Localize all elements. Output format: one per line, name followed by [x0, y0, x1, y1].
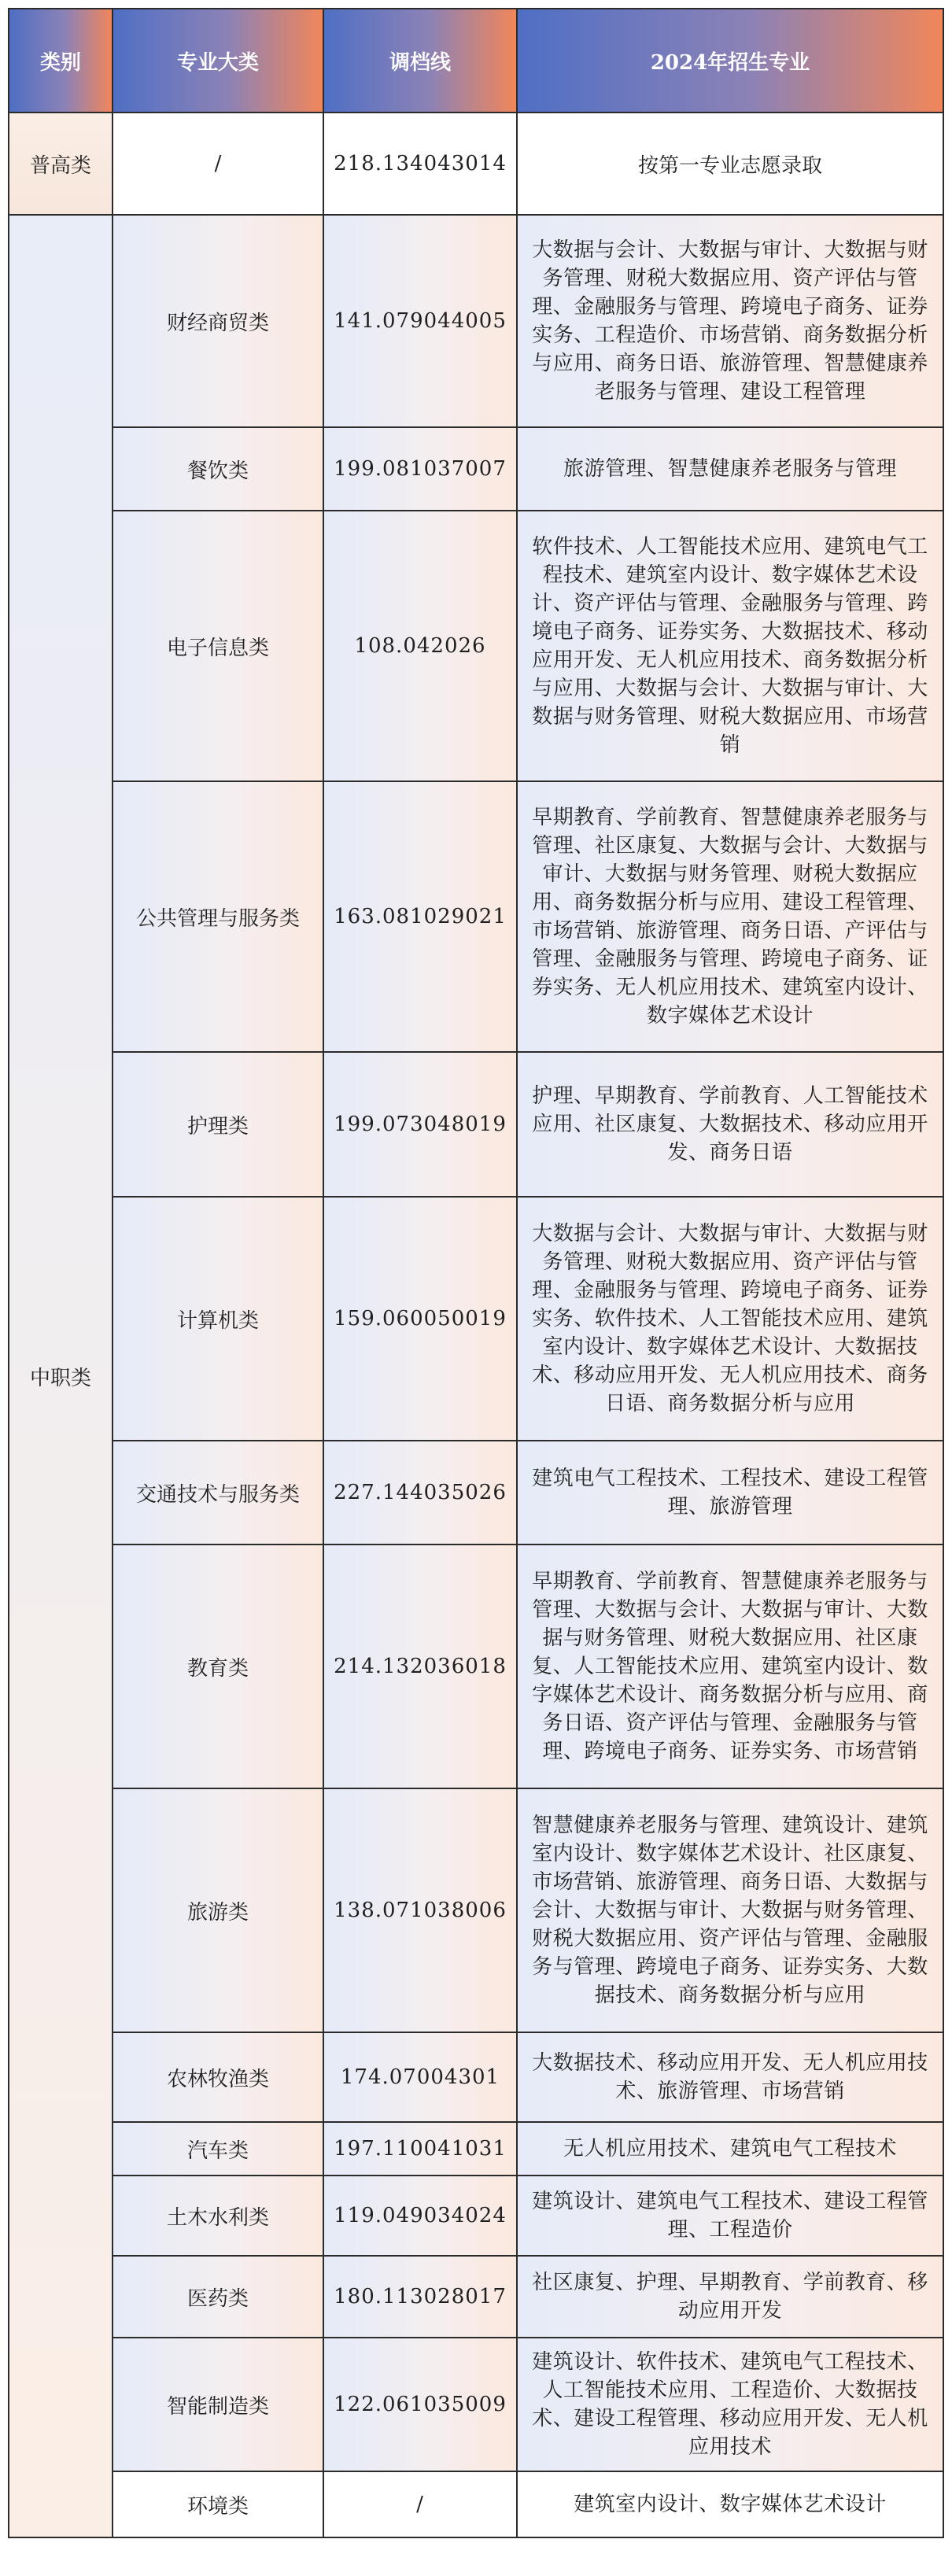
- major-group-cell: 汽车类: [113, 2122, 323, 2176]
- table-row: [9, 1052, 943, 1197]
- table-row: [9, 1544, 943, 1788]
- majors-cell: 大数据与会计、大数据与审计、大数据与财务管理、财税大数据应用、资产评估与管理、金融服务与管理、跨境电子商务、证券实务、工程造价、市场营销、商务数据分析与应用、商务日语、旅游管理、智慧健康养老服务与管理、建设工程管理: [517, 215, 943, 427]
- major-group-cell: 农林牧渔类: [113, 2032, 323, 2122]
- majors-cell: 旅游管理、智慧健康养老服务与管理: [517, 427, 943, 511]
- score-cell: 227.144035026: [323, 1441, 517, 1544]
- score-cell: 174.07004301: [323, 2032, 517, 2122]
- score-cell: 119.049034024: [323, 2176, 517, 2256]
- table-header-row: [9, 9, 943, 113]
- score-cell: 159.060050019: [323, 1197, 517, 1441]
- major-group-cell: 医药类: [113, 2256, 323, 2338]
- score-cell: 218.134043014: [323, 113, 517, 215]
- major-group-cell: 教育类: [113, 1544, 323, 1788]
- table-row: [9, 511, 943, 781]
- majors-cell: 早期教育、学前教育、智慧健康养老服务与管理、大数据与会计、大数据与审计、大数据与财务管理、财税大数据应用、社区康复、人工智能技术应用、建筑室内设计、数字媒体艺术设计、商务数据分析与应用、商务日语、资产评估与管理、金融服务与管理、跨境电子商务、证券实务、市场营销: [517, 1544, 943, 1788]
- header-majors: 2024年招生专业: [517, 9, 943, 113]
- major-group-cell: 电子信息类: [113, 511, 323, 781]
- major-group-cell: 环境类: [113, 2471, 323, 2537]
- major-group-cell: 公共管理与服务类: [113, 781, 323, 1052]
- majors-cell: 大数据与会计、大数据与审计、大数据与财务管理、财税大数据应用、资产评估与管理、金融服务与管理、跨境电子商务、证券实务、软件技术、人工智能技术应用、建筑室内设计、数字媒体艺术设计、大数据技术、移动应用开发、无人机应用技术、商务日语、商务数据分析与应用: [517, 1197, 943, 1441]
- header-major-group: 专业大类: [113, 9, 323, 113]
- admission-table: [8, 8, 944, 2538]
- score-cell: 108.042026: [323, 511, 517, 781]
- table-row: [9, 2338, 943, 2471]
- majors-cell: 软件技术、人工智能技术应用、建筑电气工程技术、建筑室内设计、数字媒体艺术设计、资产评估与管理、金融服务与管理、跨境电子商务、证券实务、大数据技术、移动应用开发、无人机应用技术、商务数据分析与应用、大数据与会计、大数据与审计、大数据与财务管理、财税大数据应用、市场营销: [517, 511, 943, 781]
- majors-cell: 大数据技术、移动应用开发、无人机应用技术、旅游管理、市场营销: [517, 2032, 943, 2122]
- score-cell: 199.081037007: [323, 427, 517, 511]
- score-cell: 197.110041031: [323, 2122, 517, 2176]
- table-row: [9, 2471, 943, 2537]
- category-cell: 中职类: [9, 215, 113, 2537]
- table-row: [9, 2176, 943, 2256]
- score-cell: 214.132036018: [323, 1544, 517, 1788]
- major-group-cell: 土木水利类: [113, 2176, 323, 2256]
- majors-cell: 无人机应用技术、建筑电气工程技术: [517, 2122, 943, 2176]
- table-row: [9, 1788, 943, 2032]
- majors-cell: 建筑室内设计、数字媒体艺术设计: [517, 2471, 943, 2537]
- majors-cell: 建筑设计、软件技术、建筑电气工程技术、人工智能技术应用、工程造价、大数据技术、建设工程管理、移动应用开发、无人机应用技术: [517, 2338, 943, 2471]
- table-row: [9, 2122, 943, 2176]
- admission-table-container: [8, 8, 943, 2538]
- score-cell: 163.081029021: [323, 781, 517, 1052]
- major-group-cell: 交通技术与服务类: [113, 1441, 323, 1544]
- majors-cell: 智慧健康养老服务与管理、建筑设计、建筑室内设计、数字媒体艺术设计、社区康复、市场营销、旅游管理、商务日语、大数据与会计、大数据与审计、大数据与财务管理、财税大数据应用、资产评估与管理、金融服务与管理、跨境电子商务、证券实务、大数据技术、商务数据分析与应用: [517, 1788, 943, 2032]
- table-row: [9, 215, 943, 427]
- table-row: [9, 2032, 943, 2122]
- major-group-cell: 计算机类: [113, 1197, 323, 1441]
- header-score: 调档线: [323, 9, 517, 113]
- score-cell: 138.071038006: [323, 1788, 517, 2032]
- score-cell: /: [323, 2471, 517, 2537]
- majors-cell: 建筑电气工程技术、工程技术、建设工程管理、旅游管理: [517, 1441, 943, 1544]
- major-group-cell: 餐饮类: [113, 427, 323, 511]
- table-row: [9, 1441, 943, 1544]
- majors-cell: 建筑设计、建筑电气工程技术、建设工程管理、工程造价: [517, 2176, 943, 2256]
- score-cell: 180.113028017: [323, 2256, 517, 2338]
- majors-cell: 社区康复、护理、早期教育、学前教育、移动应用开发: [517, 2256, 943, 2338]
- table-row: [9, 427, 943, 511]
- major-group-cell: 旅游类: [113, 1788, 323, 2032]
- major-group-cell: 护理类: [113, 1052, 323, 1197]
- category-cell: 普高类: [9, 113, 113, 215]
- major-group-cell: /: [113, 113, 323, 215]
- score-cell: 141.079044005: [323, 215, 517, 427]
- majors-cell: 按第一专业志愿录取: [517, 113, 943, 215]
- score-cell: 122.061035009: [323, 2338, 517, 2471]
- major-group-cell: 财经商贸类: [113, 215, 323, 427]
- table-row: [9, 2256, 943, 2338]
- table-row: [9, 781, 943, 1052]
- major-group-cell: 智能制造类: [113, 2338, 323, 2471]
- table-row: [9, 1197, 943, 1441]
- majors-cell: 护理、早期教育、学前教育、人工智能技术应用、社区康复、大数据技术、移动应用开发、商务日语: [517, 1052, 943, 1197]
- table-row: [9, 113, 943, 215]
- majors-cell: 早期教育、学前教育、智慧健康养老服务与管理、社区康复、大数据与会计、大数据与审计、大数据与财务管理、财税大数据应用、商务数据分析与应用、建设工程管理、市场营销、旅游管理、商务日语、产评估与管理、金融服务与管理、跨境电子商务、证券实务、无人机应用技术、建筑室内设计、数字媒体艺术设计: [517, 781, 943, 1052]
- score-cell: 199.073048019: [323, 1052, 517, 1197]
- header-category: 类别: [9, 9, 113, 113]
